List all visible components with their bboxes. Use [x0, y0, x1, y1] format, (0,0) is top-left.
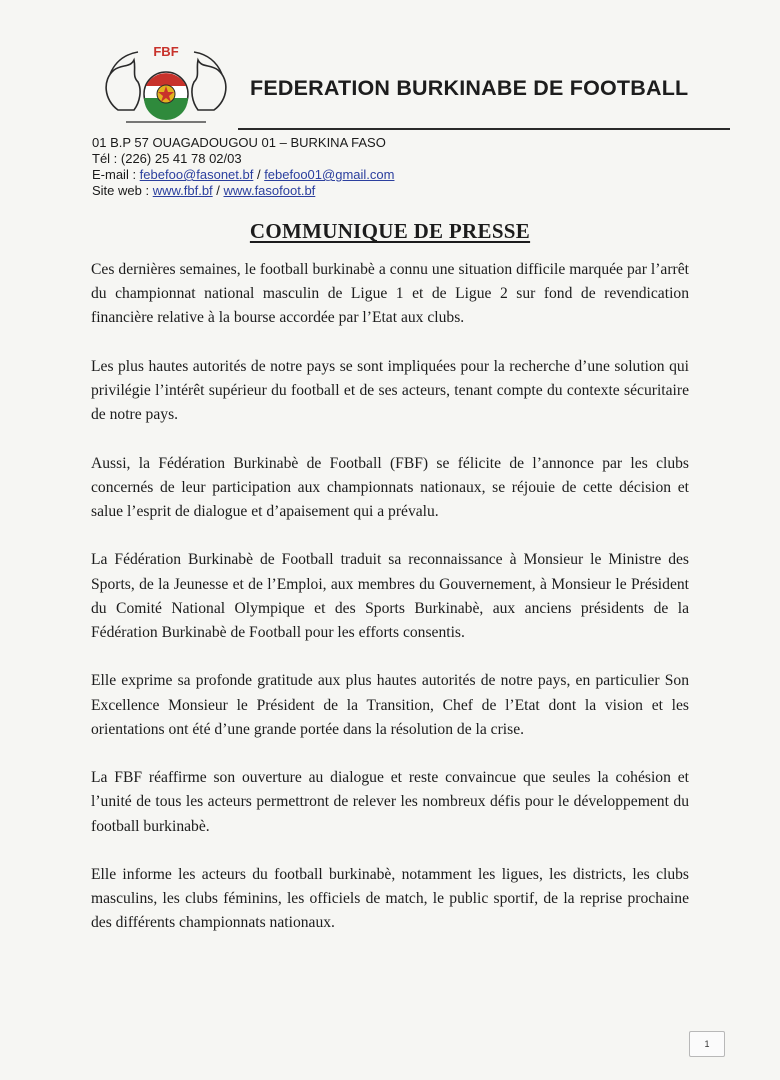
paragraph: La Fédération Burkinabè de Football traduit sa reconnaissance à Monsieur le Ministre des Sports, de la Jeunesse et de l’Emploi, aux membres du Gouvernement, à Monsieur le Président du Comité National Olympique et des Sports Burkinabè, aux anciens présidents de la Fédération Burkinabè de Football pour les efforts consentis. [91, 551, 689, 641]
paragraph: Aussi, la Fédération Burkinabè de Football (FBF) se félicite de l’annonce par les clubs concernés de leur participation aux championnats nationaux, se réjouie de cette décision et salue l’esprit de dialogue et d’apaisement qui a prévalu. [91, 454, 689, 520]
fbf-logo [96, 40, 236, 140]
website-separator: / [212, 183, 224, 198]
email-line [92, 167, 394, 183]
press-release-title: COMMUNIQUE DE PRESSE [249, 219, 531, 243]
website-label: Site web : [92, 183, 153, 198]
contact-block [92, 135, 394, 199]
website-link-1[interactable]: www.fbf.bf [152, 183, 213, 198]
header-divider [238, 128, 730, 130]
paragraph: Elle informe les acteurs du football burkinabè, notamment les ligues, les districts, les clubs masculins, les clubs féminins, les officiels de match, le public sportif, de la reprise prochaine des différents championnats nationaux. [91, 865, 689, 932]
paragraph: Ces dernières semaines, le football burkinabè a connu une situation difficile marquée par l’arrêt du championnat national masculin de Ligue 1 et de Ligue 2 sur fond de revendication financière relative à la bourse accordée par l’Etat aux clubs. [91, 261, 689, 327]
paragraph: Elle exprime sa profonde gratitude aux plus hautes autorités de notre pays, en particulier Son Excellence Monsieur le Président de la Transition, Chef de l’Etat dont la vision et les orientations ont été d’une grande portée dans la résolution de la crise. [91, 672, 689, 738]
website-link-2[interactable]: www.fasofoot.bf [223, 183, 316, 198]
email-link-2[interactable]: febefoo01@gmail.com [264, 167, 395, 182]
logo-lettering: FBF [153, 44, 179, 59]
organization-name: FEDERATION BURKINABE DE FOOTBALL [250, 76, 689, 100]
paragraph: La FBF réaffirme son ouverture au dialogue et reste convaincue que seules la cohésion et l’unité de tous les acteurs permettront de relever les nombreux défis pour le développement du football burkinabè. [91, 769, 689, 835]
email-separator: / [253, 167, 265, 182]
website-line [92, 183, 394, 199]
email-link-1[interactable]: febefoo@fasonet.bf [139, 167, 254, 182]
paragraph: Les plus hautes autorités de notre pays se sont impliquées pour la recherche d’une solution qui privilégie l’intérêt supérieur du football et de ses acteurs, tenant compte du contexte sécuritaire de notre pays. [91, 357, 689, 424]
email-label: E-mail : [92, 167, 140, 182]
phone-line: Tél : (226) 25 41 78 02/03 [92, 151, 242, 166]
address-line: 01 B.P 57 OUAGADOUGOU 01 – BURKINA FASO [92, 135, 386, 150]
page-number: 1 [689, 1031, 725, 1057]
press-release-body [91, 258, 689, 960]
press-release-title-wrap [0, 219, 780, 244]
